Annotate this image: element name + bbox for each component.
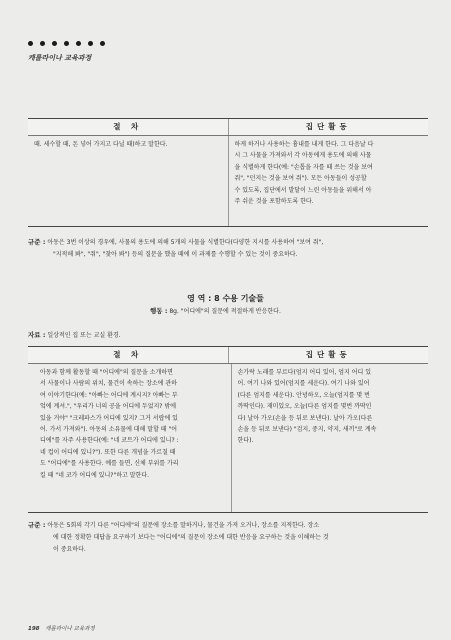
column-header-group-activity: 집단활동 bbox=[228, 119, 429, 135]
table-header-row bbox=[28, 119, 428, 136]
material-line bbox=[28, 330, 121, 339]
behavior-line bbox=[150, 306, 281, 315]
criterion-text-line: "지적해 봐", "줘", "찾아 봐") 등의 질문을 했을 때에 이 과제를 수행할 수 있는 것이 중요하다. bbox=[53, 251, 298, 258]
header-dot bbox=[52, 41, 57, 46]
table-header-row bbox=[28, 347, 428, 364]
table-row bbox=[28, 364, 428, 512]
column-header-procedure: 절 차 bbox=[113, 122, 143, 131]
page-footer bbox=[28, 624, 95, 632]
criterion-text-line: 아동은 3번 이상의 경우에, 사물의 용도에 의해 5개의 사물을 식별한다(다양한 지시를 사용하여 "보여 줘", bbox=[47, 239, 324, 246]
criterion-note-2 bbox=[28, 519, 428, 556]
behavior-label: 행동 : bbox=[150, 307, 168, 315]
criterion-text-line: 아동은 5회의 각기 다른 "어디에"의 질문에 장소를 말하거나, 물건을 가져 오거나, 장소를 지적한다. 장소 bbox=[47, 522, 320, 529]
page-number: 198 bbox=[28, 626, 40, 632]
criterion-text-line: 이 중요하다. bbox=[53, 546, 86, 553]
procedure-cell: 아동과 함께 활동할 때 "어디에"의 질문을 소개하면 서 사물이나 사람의 위치, 물건이 속하는 장소에 관하 여 이야기한다(예: "아빠는 어디에 계시지? 아빠는 부 엌에 계셔.", "우리가 너의 공을 어디에 두었지? 밖에 있을 거야" "크레파스가 어디에 있지? 그거 서랍에 있 어. 가서 가져와"). 아동의 소유물에 대해 말할 때 "어 디에"를 자주 사용한다(예: "네 코트가 어디에 있니? : 네 컵이 어디에 있니?"). 또한 다른 개념을 가르칠 때 도 "어디에"를 사용한다. 예를 들면, 신체 부위를 가리 킬 때 "네 코가 어디에 있니?"하고 말한다. bbox=[40, 369, 179, 479]
behavior-text: 8g. "어디에"의 질문에 적절하게 반응한다. bbox=[169, 308, 281, 315]
running-header: 캐롤라이나 교육과정 bbox=[28, 54, 92, 62]
criterion-text-line: 에 대한 정확한 대답을 요구하기 보다는 "어디에"의 질문이 장소에 대한 반응을 요구하는 것을 이해하는 것 bbox=[53, 534, 329, 541]
criterion-note-1 bbox=[28, 236, 428, 261]
procedure-table-2 bbox=[28, 346, 428, 513]
group-activity-cell: 하게 하거나 사용하는 흉내를 내게 한다. 그 다음날 다 시 그 사물을 가져와서 각 아동에게 용도에 의해 사물 을 식별하게 한다(예: "손톱을 자를 때 쓰는 것을 보여 줘", "던지는 것을 보여 줘"). 모든 아동들이 성공할 수 있도록, 집단에서 발달이 느린 아동들을 위해서 아 주 쉬운 것을 포함하도록 한다. bbox=[228, 136, 429, 226]
table-row bbox=[28, 136, 428, 226]
area-title: 영 역 : 8 수용 기술들 bbox=[187, 294, 264, 303]
procedure-table-1 bbox=[28, 118, 428, 227]
header-dot bbox=[88, 41, 93, 46]
header-dot bbox=[40, 41, 45, 46]
material-text: 일상적인 집 또는 교실 환경. bbox=[47, 332, 121, 339]
footer-title: 캐롤라이나 교육과정 bbox=[45, 626, 95, 632]
criterion-label: 규준 : bbox=[28, 521, 46, 529]
criterion-label: 규준 : bbox=[28, 238, 46, 246]
group-activity-cell: 손가락 노래를 부르다(엄지 어디 있어, 엄지 어디 있 어. 여기 나와 있어(엄지를 세운다). 여기 나와 있어 (다른 엄지를 세운다). 안녕하오, 오늘(엄지를 몇 번 까딱인다). 재미있오, 오늘(다른 엄지를 몇번 까딱인 다) 날아 가오(손을 등 뒤로 보낸다). 날아 가오(다른 손을 등 뒤로 보낸다) "검지, 중지, 약지, 새끼"로 계속 한다). bbox=[231, 364, 429, 512]
header-dots bbox=[28, 41, 105, 46]
procedure-cell: 때. 세수할 때, 돈 넣어 가지고 다닐 때)하고 말한다. bbox=[34, 141, 168, 148]
column-header-group-activity: 집단활동 bbox=[228, 347, 429, 363]
header-dot bbox=[28, 41, 33, 46]
header-dot bbox=[64, 41, 69, 46]
header-dot bbox=[100, 41, 105, 46]
column-header-procedure: 절 차 bbox=[113, 350, 143, 359]
material-label: 자료 : bbox=[28, 331, 46, 339]
header-dot bbox=[76, 41, 81, 46]
